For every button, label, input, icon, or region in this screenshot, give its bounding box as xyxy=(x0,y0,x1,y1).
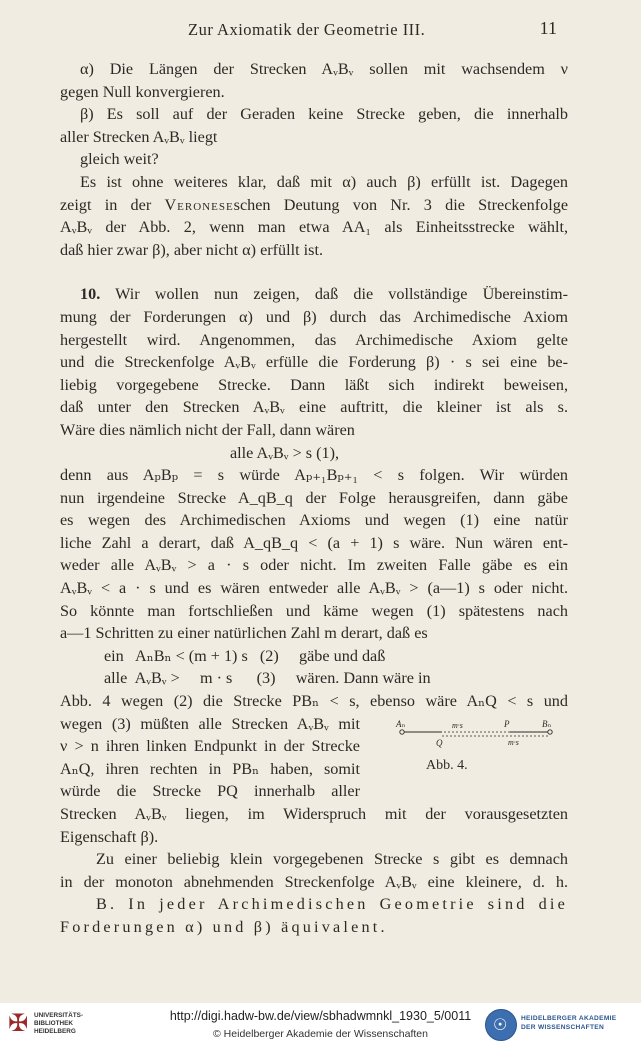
text-line: Zu einer beliebig klein vorgegebenen Strecke s gibt es demnach xyxy=(96,850,568,869)
text-line: daß hier zwar β), aber nicht α) erfüllt ist. xyxy=(60,240,324,259)
figure-block xyxy=(60,713,568,803)
text-line: AᵥBᵥ der Abb. 2, wenn man etwa AA₁ als Einheitsstrecke wählt, xyxy=(60,218,568,237)
library-name-line: HEIDELBERG xyxy=(34,1028,76,1035)
label-an: Aₙ xyxy=(396,718,406,729)
text-line: nun irgendeine Strecke A_qB_q der Folge herausgreifen, dann gäbe xyxy=(60,488,568,507)
text-fragment: zeigt in der xyxy=(60,195,152,214)
text-line: mung der Forderungen α) und β) durch das Archimedische Axiom xyxy=(60,307,568,326)
copyright-notice: © Heidelberger Akademie der Wissenschaften xyxy=(213,1028,428,1040)
theorem-line: B. In jeder Archimedischen Geometrie sind die xyxy=(96,895,568,914)
text-line: α) Die Längen der Strecken AᵥBᵥ sollen mit wachsendem ν xyxy=(80,60,568,78)
library-logo-icon: ✠ xyxy=(8,1010,29,1037)
running-header xyxy=(0,18,641,42)
academy-name-line: DER WISSENSCHAFTEN xyxy=(521,1024,605,1031)
label-bn: Bₙ xyxy=(542,718,552,729)
formula-line: alle AᵥBᵥ > m · s (3) wären. Dann wäre in xyxy=(104,669,431,688)
academy-seal-icon: ☉ xyxy=(485,1009,517,1041)
text-line: gleich weit? xyxy=(80,150,159,169)
text-line: und die Streckenfolge AᵥBᵥ erfülle die Forderung β) · s sei eine be- xyxy=(60,353,568,372)
point-an xyxy=(400,729,404,733)
text-line xyxy=(60,283,568,306)
text-line: hergestellt wird. Angenommen, das Archimedische Axiom gelte xyxy=(60,330,568,349)
label-ms-upper: m·s xyxy=(452,720,463,730)
text-line: So könnte man fortschließen und käme wegen (1) spätestens nach xyxy=(60,601,568,620)
text-line: würde die Strecke PQ innerhalb aller xyxy=(60,782,360,801)
academy-name xyxy=(521,1014,616,1032)
text-line: a—1 Schritten zu einer natürlichen Zahl m derart, daß es xyxy=(60,624,428,643)
section-number: 10. xyxy=(80,285,101,304)
theorem-line: Forderungen α) und β) äquivalent. xyxy=(60,917,388,936)
figure-abb-4 xyxy=(392,713,572,779)
academy-name-line: HEIDELBERGER AKADEMIE xyxy=(521,1015,617,1022)
text-fragment: schen xyxy=(233,195,271,214)
label-ms-lower: m·s xyxy=(508,737,519,747)
formula-line: alle AᵥBᵥ > s (1), xyxy=(230,443,340,462)
text-line: es wegen des Archimedischen Axioms und wegen (1) eine natür xyxy=(60,511,568,530)
formula-line: ein AₙBₙ < (m + 1) s (2) gäbe und daß xyxy=(104,646,386,665)
library-name-line: BIBLIOTHEK xyxy=(34,1020,74,1027)
text-line: Strecken AᵥBᵥ liegen, im Widerspruch mit der vorausgesetzten xyxy=(60,805,568,823)
text-line: ν > n ihren linken Endpunkt in der Strecke xyxy=(60,737,360,756)
text-line: in der monoton abnehmenden Streckenfolge AᵥBᵥ eine kleinere, d. h. xyxy=(60,872,568,891)
text-fragment: Wir wollen nun zeigen, daß die vollständige Übereinstim- xyxy=(115,285,568,304)
figure-caption: Abb. 4. xyxy=(426,757,468,773)
page-number: 11 xyxy=(539,18,557,38)
paragraph-gap xyxy=(60,261,568,283)
text-line: Es ist ohne weiteres klar, daß mit α) auch β) erfüllt ist. Dagegen xyxy=(80,172,568,191)
point-bn xyxy=(548,729,552,733)
source-url-link[interactable]: http://digi.hadw-bw.de/view/sbhadwmnkl_1930_5/0011 xyxy=(169,1009,472,1023)
text-line: gegen Null konvergieren. xyxy=(60,82,225,101)
text-line: AᵥBᵥ < a · s und es wären entweder alle AᵥBᵥ > (a—1) s oder nicht. xyxy=(60,579,568,598)
smallcaps-name: Veronese xyxy=(164,195,234,214)
label-p: P xyxy=(504,718,510,729)
running-title: Zur Axiomatik der Geometrie III. xyxy=(188,20,426,39)
text-line: denn aus AₚBₚ = s würde Aₚ₊₁Bₚ₊₁ < s folgen. Wir würden xyxy=(60,466,568,485)
segment-diagram xyxy=(392,713,572,757)
text-line: Eigenschaft β). xyxy=(60,827,159,846)
text-line: daß unter den Strecken AᵥBᵥ eine auftritt, die kleiner ist als s. xyxy=(60,398,568,417)
text-line: Wäre dies nämlich nicht der Fall, dann wären xyxy=(60,420,355,439)
academy-logo xyxy=(485,1009,635,1041)
text-line: liebig vorgegebene Strecke. Dann läßt sich indirekt beweisen, xyxy=(60,375,568,394)
text-line: aller Strecken AᵥBᵥ liegt xyxy=(60,127,218,146)
footer-bar xyxy=(0,1003,641,1047)
text-line: Abb. 4 wegen (2) die Strecke PBₙ < s, ebenso wäre AₙQ < s und xyxy=(60,692,568,711)
text-line: weder alle AᵥBᵥ > a · s oder nicht. Im zweiten Falle gäbe es ein xyxy=(60,556,568,575)
label-q: Q xyxy=(436,737,443,748)
text-line: wegen (3) müßten alle Strecken AᵥBᵥ mit xyxy=(60,714,360,733)
library-name-line: UNIVERSITÄTS- xyxy=(34,1012,83,1019)
text-line xyxy=(60,194,568,217)
text-fragment: Deutung von Nr. 3 die Streckenfolge xyxy=(283,195,569,214)
text-line: liche Zahl a derart, daß A_qB_q < (a + 1) s wäre. Nun wären ent- xyxy=(60,533,568,552)
body-text xyxy=(60,58,568,939)
text-line: AₙQ, ihren rechten in PBₙ haben, somit xyxy=(60,759,360,778)
text-line: β) Es soll auf der Geraden keine Strecke geben, die innerhalb xyxy=(80,105,568,124)
